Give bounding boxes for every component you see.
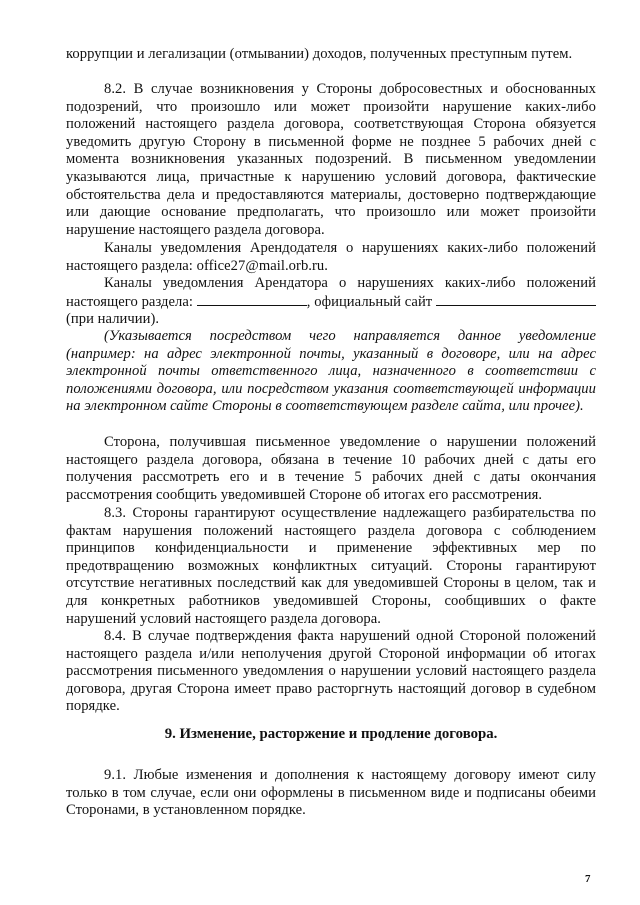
paragraph-9-1: 9.1. Любые изменения и дополнения к настоящему договору имеют силу только в том случае, если они оформлены в письменном виде и подписаны обеими Сторонами, в установленном порядке. xyxy=(66,767,596,819)
paragraph-receiving-party: Сторона, получившая письменное уведомление о нарушении положений настоящего раздела договора, обязана в течение 10 рабочих дней с даты его получения рассмотреть его и в течение 5 рабочих дней с даты окончания рассмотрения сообщить уведомившей Стороне об итогах его рассмотрения. xyxy=(66,434,596,503)
tenant-optional-text: (при наличии). xyxy=(66,311,160,328)
paragraph-8-2: 8.2. В случае возникновения у Стороны добросовестных и обоснованных подозрений, что произошло или может произойти нарушение каких-либо положений настоящего раздела договора, соответствующая Сторона обязуется уведомить другую Сторону в письменной форме не позднее 5 рабочих дней с момента возникновения указанных подозрений. В письменном уведомлении указываются лица, причастные к нарушению условий договора, фактические обстоятельства дела и предоставляются материалы, достоверно подтверждающие или дающие основание предполагать, что произошло или может произойти нарушение настоящего раздела договора. xyxy=(66,81,596,238)
tenant-channels-text: Каналы уведомления Арендатора о нарушениях каких-либо положений настоящего раздела: xyxy=(66,275,596,310)
paragraph-8-3: 8.3. Стороны гарантируют осуществление надлежащего разбирательства по фактам нарушения положений настоящего раздела договора с соблюдением принципов конфиденциальности и применение эффективных мер по предотвращению возможных конфликтных ситуаций. Стороны гарантируют отсутствие негативных последствий как для уведомившей Стороны в целом, так и для конкретных работников уведомившей Стороны, сообщивших о факте нарушений условий настоящего раздела договора. xyxy=(66,505,596,627)
paragraph-continuation: коррупции и легализации (отмывании) доходов, полученных преступным путем. xyxy=(66,46,573,62)
page-number: 7 xyxy=(585,873,591,885)
section-9-heading: 9. Изменение, расторжение и продление договора. xyxy=(164,726,498,742)
paragraph-italic-note: (Указывается посредством чего направляется данное уведомление (например: на адрес электронной почты, указанный в договоре, или на адрес электронной почты ответственного лица, назначенного в соответствии с положениями договора, или посредством указания соответствующей информации на электронном сайте Стороны в соответствующем разделе сайта, или прочее). xyxy=(66,328,596,415)
paragraph-landlord-channels: Каналы уведомления Арендодателя о нарушениях каких-либо положений настоящего раздела: office27@mail.orb.ru. xyxy=(66,240,596,274)
paragraph-tenant-channels xyxy=(66,275,596,329)
website-blank-line xyxy=(436,293,596,306)
tenant-site-text: , официальный сайт xyxy=(306,293,433,310)
paragraph-8-4: 8.4. В случае подтверждения факта нарушений одной Стороной положений настоящего раздела и/или неполучения другой Стороной информации об итогах рассмотрения письменного уведомления о нарушении условий настоящего раздела договора, другая Сторона имеет право расторгнуть настоящий договор в судебном порядке. xyxy=(66,628,596,715)
email-blank-line xyxy=(197,293,307,306)
